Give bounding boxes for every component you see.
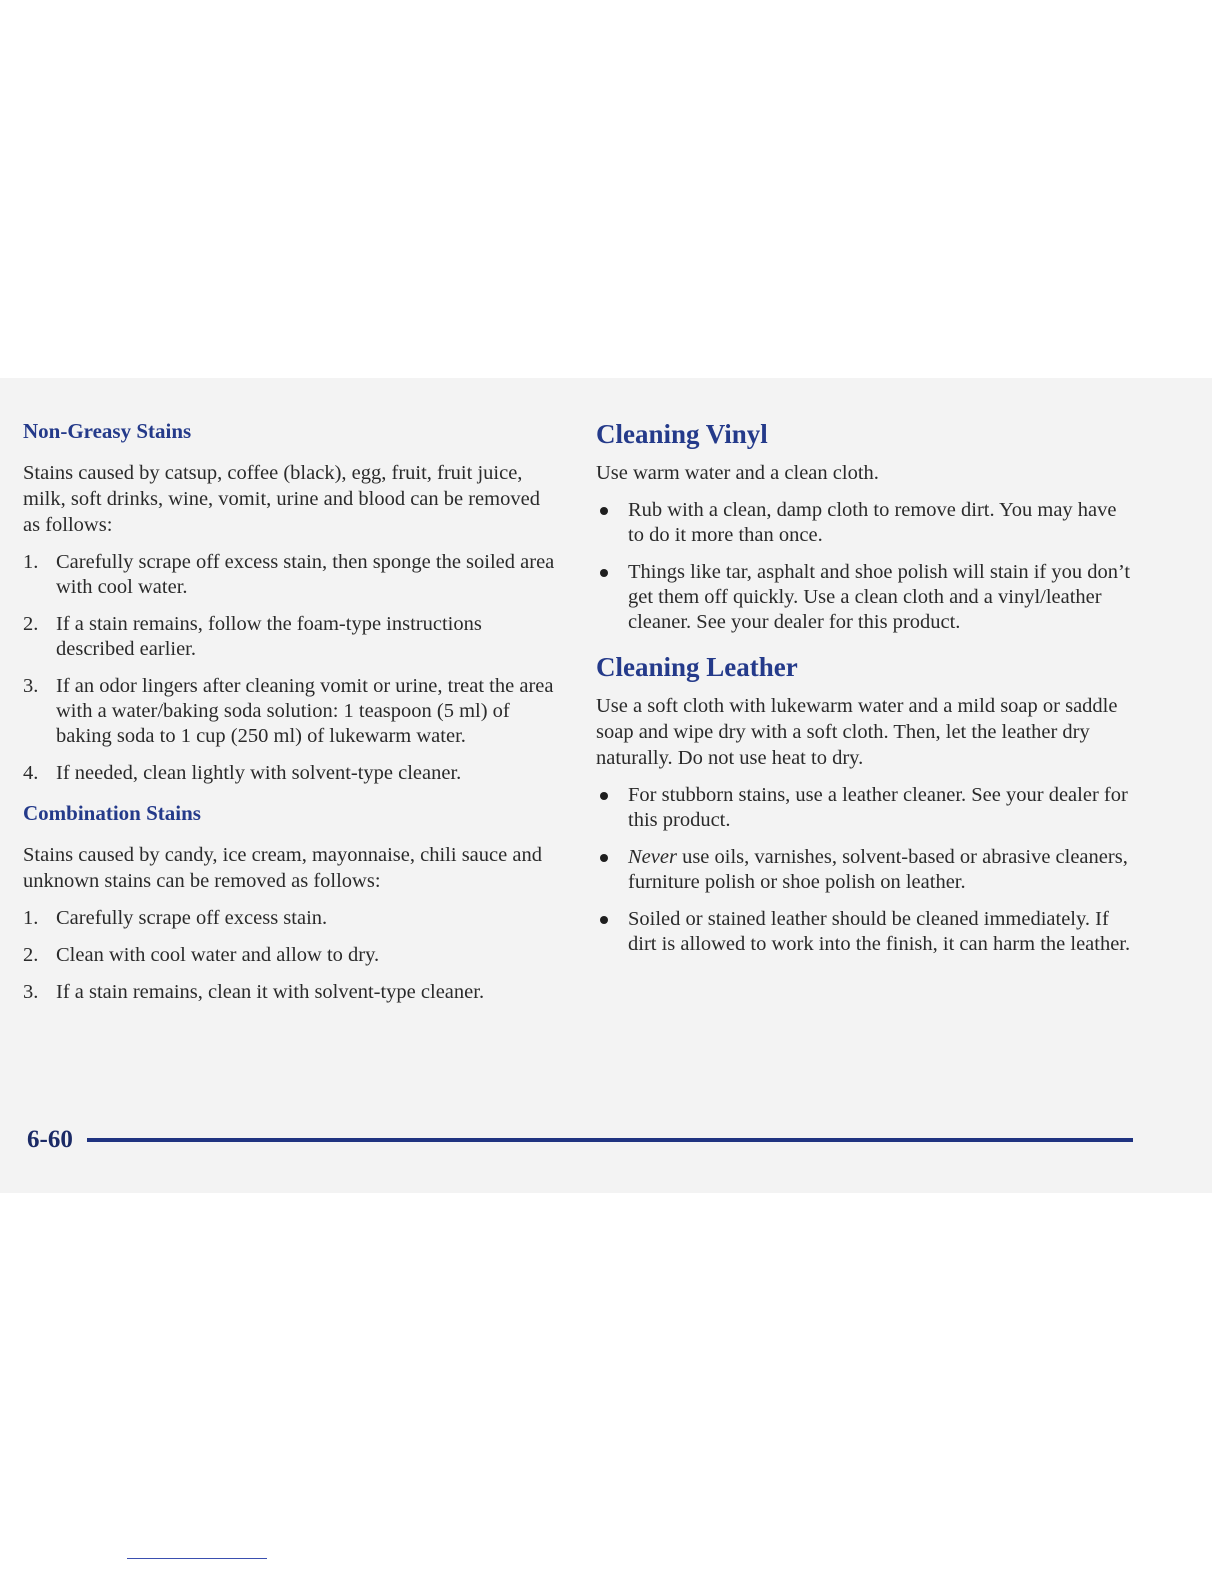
vinyl-intro: Use warm water and a clean cloth.	[596, 462, 879, 484]
list-item: Soiled or stained leather should be cleaned immediately. If dirt is allowed to work into the finish, it can harm the leather.	[596, 907, 1136, 957]
bullet-dot-icon	[600, 792, 608, 800]
page-footer	[27, 1126, 1133, 1160]
list-item: 1. Carefully scrape off excess stain, then sponge the soiled area with cool water.	[23, 551, 555, 598]
bullet-dot-icon	[600, 854, 608, 862]
manual-page	[0, 378, 1212, 1193]
footer-rule	[87, 1138, 1133, 1142]
list-item: Rub with a clean, damp cloth to remove dirt. You may have to do it more than once.	[596, 498, 1136, 548]
page-number: 6-60	[27, 1126, 73, 1153]
left-column	[23, 418, 558, 1017]
never-emphasis: Never	[628, 846, 677, 868]
combination-stains-heading: Combination Stains	[23, 801, 201, 825]
bullet-dot-icon	[600, 916, 608, 924]
list-item: Things like tar, asphalt and shoe polish will stain if you don’t get them off quickly. Use a clean cloth and a vinyl/leather cleaner. See your dealer for this product.	[596, 560, 1136, 635]
non-greasy-stains-heading: Non-Greasy Stains	[23, 419, 192, 443]
bullet-dot-icon	[600, 569, 608, 577]
non-greasy-steps	[23, 550, 558, 786]
cleaning-leather-heading: Cleaning Leather	[596, 652, 798, 682]
non-greasy-intro: Stains caused by catsup, coffee (black), egg, fruit, fruit juice, milk, soft drinks, wine, vomit, urine and blood can be removed as follows:	[23, 462, 540, 536]
list-item: 3. If an odor lingers after cleaning vomit or urine, treat the area with a water/baking soda solution: 1 teaspoon (5 ml) of baking soda to 1 cup (250 ml) of lukewarm water.	[23, 675, 554, 747]
list-item: 4. If needed, clean lightly with solvent-type cleaner.	[23, 762, 462, 784]
bottom-rule	[127, 1558, 267, 1559]
combination-steps	[23, 906, 558, 1005]
list-item: Never use oils, varnishes, solvent-based or abrasive cleaners, furniture polish or shoe polish on leather.	[596, 845, 1136, 895]
vinyl-bullets	[596, 498, 1136, 635]
leather-bullets	[596, 783, 1136, 957]
list-item: For stubborn stains, use a leather cleaner. See your dealer for this product.	[596, 783, 1136, 833]
leather-intro: Use a soft cloth with lukewarm water and a mild soap or saddle soap and wipe dry with a soft cloth. Then, let the leather dry naturally. Do not use heat to dry.	[596, 695, 1118, 769]
list-item: 3. If a stain remains, clean it with solvent-type cleaner.	[23, 981, 485, 1003]
cleaning-vinyl-heading: Cleaning Vinyl	[596, 419, 768, 449]
right-column	[596, 418, 1136, 969]
list-item: 2. Clean with cool water and allow to dry.	[23, 944, 380, 966]
list-item: 1. Carefully scrape off excess stain.	[23, 907, 328, 929]
list-item: 2. If a stain remains, follow the foam-type instructions described earlier.	[23, 613, 482, 660]
combination-intro: Stains caused by candy, ice cream, mayonnaise, chili sauce and unknown stains can be removed as follows:	[23, 844, 542, 892]
bullet-dot-icon	[600, 507, 608, 515]
